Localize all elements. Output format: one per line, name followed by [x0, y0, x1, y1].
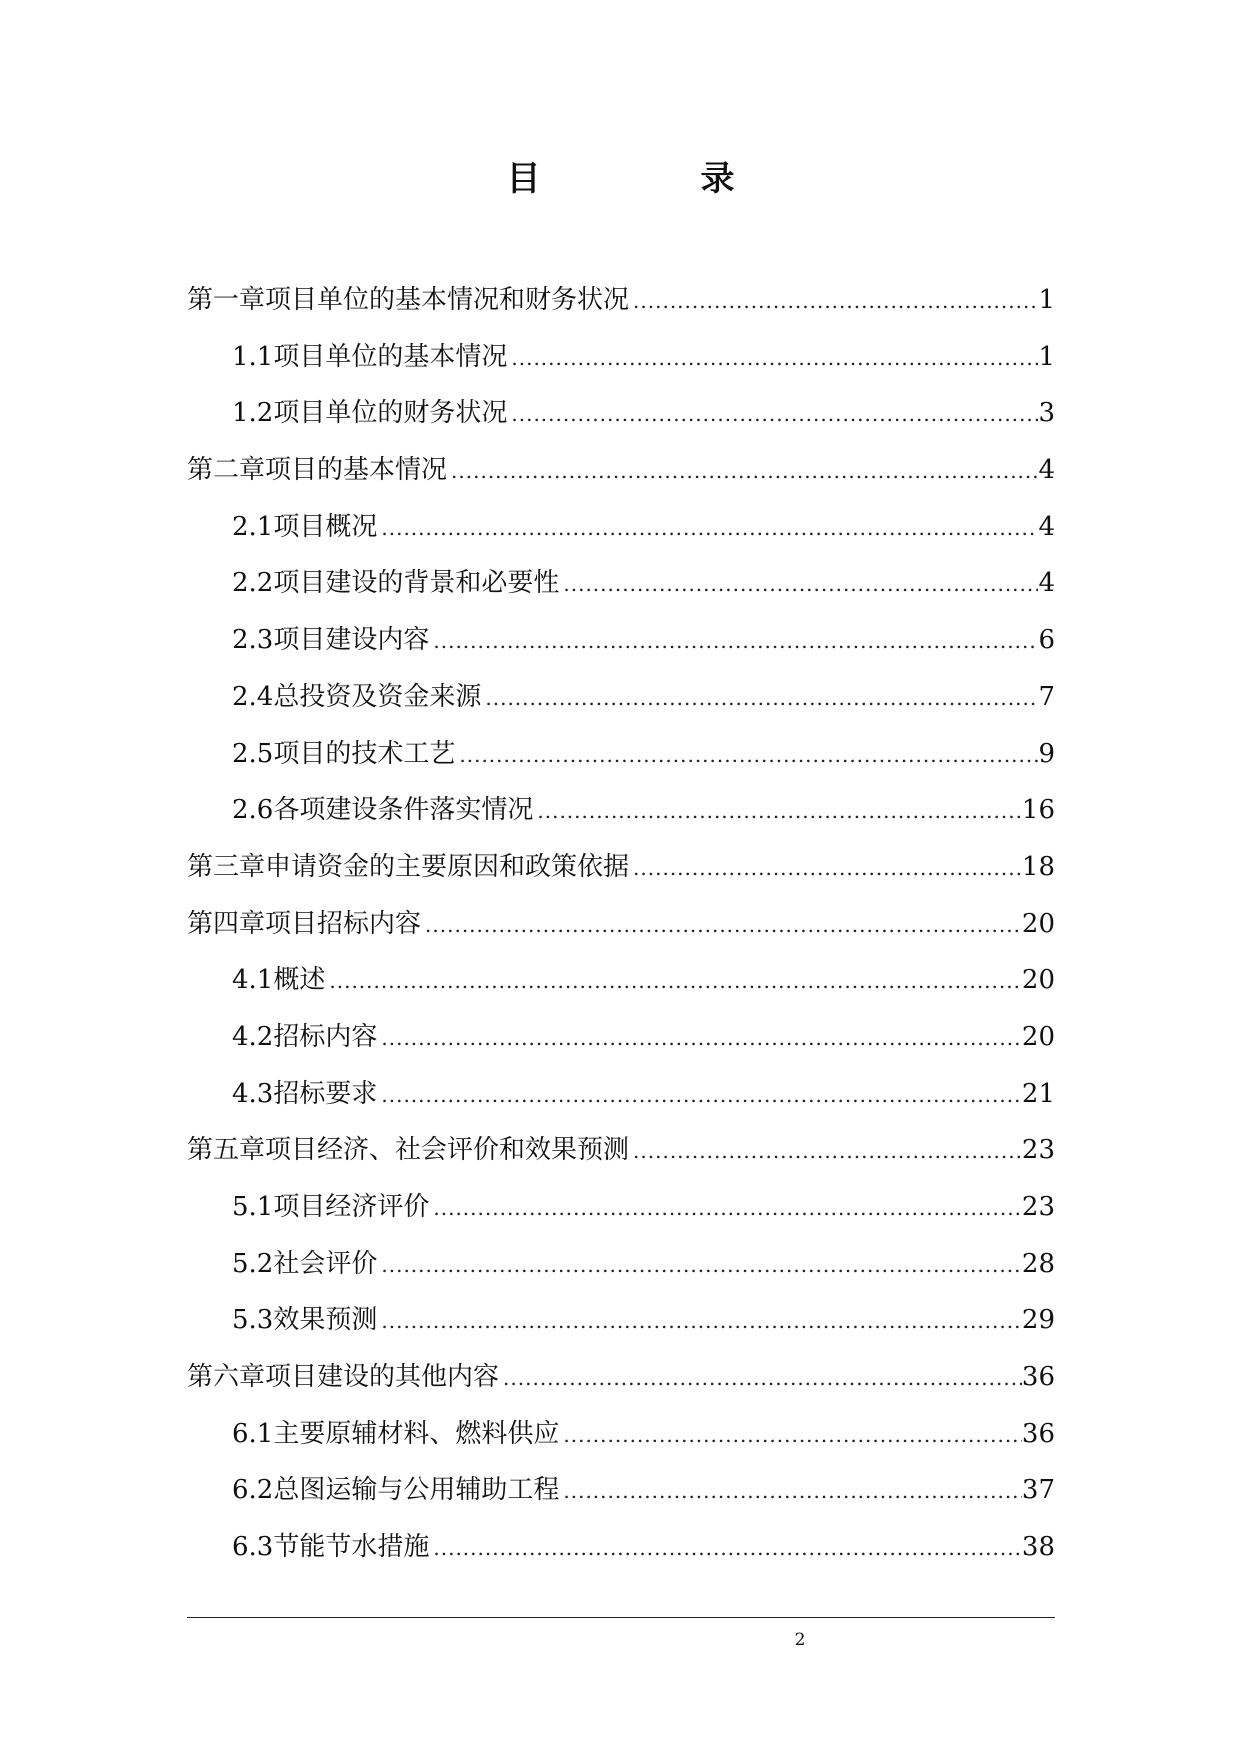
toc-entry-number: 5.1 — [232, 1192, 274, 1222]
toc-entry-number: 4.1 — [232, 965, 274, 996]
toc-chapter-entry[interactable] — [187, 896, 1055, 953]
toc-section-entry[interactable] — [187, 329, 1055, 386]
toc-entry-page: 3 — [1038, 398, 1055, 429]
toc-entry-label: 项目招标内容 — [265, 908, 422, 939]
toc-entry-label: 项目的基本情况 — [265, 455, 448, 486]
toc-entry-label: 项目的技术工艺 — [273, 738, 456, 769]
toc-section-entry[interactable] — [187, 555, 1055, 612]
toc-entry-label: 总投资及资金来源 — [273, 681, 482, 712]
toc-entry-number: 4.3 — [232, 1078, 274, 1109]
toc-dot-leader — [325, 953, 1022, 1010]
toc-dot-leader — [481, 670, 1038, 727]
toc-entry-number: 6.3 — [232, 1532, 274, 1563]
toc-entry-page: 29 — [1021, 1305, 1055, 1336]
toc-entry-page: 36 — [1021, 1418, 1055, 1449]
toc-entry-label: 社会评价 — [273, 1248, 378, 1279]
toc-section-entry[interactable] — [187, 782, 1055, 839]
table-of-contents — [187, 272, 1055, 1576]
toc-dot-leader — [629, 273, 1038, 330]
toc-entry-page: 4 — [1038, 455, 1055, 486]
toc-entry-number: 第二章 — [187, 455, 266, 486]
toc-entry-label: 项目经济评价 — [273, 1192, 430, 1222]
toc-entry-label: 效果预测 — [273, 1305, 378, 1336]
toc-section-entry[interactable] — [187, 499, 1055, 556]
toc-dot-leader — [507, 386, 1038, 443]
toc-entry-page: 20 — [1021, 965, 1055, 996]
toc-dot-leader — [559, 1463, 1022, 1520]
toc-dot-leader — [377, 1237, 1022, 1294]
toc-entry-number: 第六章 — [187, 1362, 266, 1393]
toc-entry-page: 1 — [1038, 341, 1055, 372]
toc-entry-number: 5.3 — [232, 1305, 274, 1336]
toc-dot-leader — [429, 1520, 1022, 1577]
toc-dot-leader — [455, 727, 1038, 784]
toc-entry-label: 主要原辅材料、燃料供应 — [273, 1418, 560, 1449]
toc-chapter-entry[interactable] — [187, 272, 1055, 329]
toc-dot-leader — [429, 613, 1038, 670]
toc-entry-label: 项目经济、社会评价和效果预测 — [265, 1135, 630, 1166]
toc-entry-page: 1 — [1038, 285, 1055, 315]
toc-section-entry[interactable] — [187, 952, 1055, 1009]
toc-entry-number: 第三章 — [187, 851, 266, 882]
toc-entry-page: 9 — [1038, 738, 1055, 769]
toc-entry-page: 4 — [1038, 511, 1055, 542]
toc-chapter-entry[interactable] — [187, 442, 1055, 499]
toc-entry-number: 1.2 — [232, 398, 274, 429]
footer-rule — [187, 1617, 1055, 1618]
toc-entry-page: 20 — [1021, 1021, 1055, 1052]
toc-dot-leader — [421, 897, 1022, 954]
toc-entry-number: 1.1 — [232, 341, 274, 372]
toc-entry-label: 项目单位的基本情况 — [273, 341, 508, 372]
footer-page-number: 2 — [794, 1630, 806, 1650]
toc-section-entry[interactable] — [187, 1406, 1055, 1463]
toc-entry-label: 项目建设的背景和必要性 — [273, 568, 560, 599]
toc-chapter-entry[interactable] — [187, 1122, 1055, 1179]
toc-entry-page: 20 — [1021, 908, 1055, 939]
toc-entry-label: 各项建设条件落实情况 — [273, 795, 534, 826]
toc-section-entry[interactable] — [187, 669, 1055, 726]
toc-entry-label: 项目概况 — [273, 511, 378, 542]
toc-entry-page: 7 — [1038, 681, 1055, 712]
toc-entry-page: 23 — [1021, 1135, 1055, 1166]
toc-entry-page: 4 — [1038, 568, 1055, 599]
toc-section-entry[interactable] — [187, 612, 1055, 669]
toc-dot-leader — [447, 443, 1038, 500]
toc-dot-leader — [377, 500, 1038, 557]
toc-title-left: 目 — [506, 158, 541, 199]
toc-section-entry[interactable] — [187, 1236, 1055, 1293]
toc-entry-label: 概述 — [273, 965, 326, 996]
toc-entry-number: 2.5 — [232, 738, 274, 769]
toc-dot-leader — [533, 783, 1022, 840]
toc-title — [0, 150, 1241, 200]
toc-section-entry[interactable] — [187, 385, 1055, 442]
toc-section-entry[interactable] — [187, 1179, 1055, 1236]
toc-entry-page: 36 — [1021, 1362, 1055, 1393]
toc-entry-number: 第四章 — [187, 908, 266, 939]
toc-entry-page: 6 — [1038, 625, 1055, 656]
toc-dot-leader — [507, 330, 1038, 387]
toc-dot-leader — [629, 840, 1022, 897]
toc-section-entry[interactable] — [187, 1009, 1055, 1066]
toc-entry-label: 招标内容 — [273, 1021, 378, 1052]
toc-section-entry[interactable] — [187, 1292, 1055, 1349]
toc-entry-number: 2.6 — [232, 795, 274, 826]
toc-entry-label: 项目建设的其他内容 — [265, 1362, 500, 1393]
toc-entry-number: 2.2 — [232, 568, 274, 599]
toc-dot-leader — [559, 556, 1038, 613]
toc-dot-leader — [429, 1180, 1022, 1237]
toc-entry-label: 项目单位的财务状况 — [273, 398, 508, 429]
toc-entry-page: 18 — [1021, 851, 1055, 882]
toc-entry-label: 申请资金的主要原因和政策依据 — [265, 851, 630, 882]
toc-section-entry[interactable] — [187, 1462, 1055, 1519]
toc-entry-page: 21 — [1021, 1078, 1055, 1109]
toc-entry-number: 2.4 — [232, 681, 274, 712]
toc-entry-label: 项目单位的基本情况和财务状况 — [265, 285, 630, 315]
toc-entry-label: 项目建设内容 — [273, 625, 430, 656]
toc-entry-number: 2.3 — [232, 625, 274, 656]
toc-entry-number: 5.2 — [232, 1248, 274, 1279]
toc-dot-leader — [377, 1010, 1022, 1067]
toc-entry-page: 23 — [1021, 1192, 1055, 1222]
toc-dot-leader — [377, 1293, 1022, 1350]
toc-section-entry[interactable] — [187, 1066, 1055, 1123]
toc-entry-page: 16 — [1021, 795, 1055, 826]
toc-entry-number: 第一章 — [187, 285, 266, 315]
toc-entry-page: 28 — [1021, 1248, 1055, 1279]
toc-entry-label: 招标要求 — [273, 1078, 378, 1109]
toc-dot-leader — [629, 1123, 1022, 1180]
toc-entry-label: 总图运输与公用辅助工程 — [273, 1475, 560, 1506]
toc-dot-leader — [499, 1350, 1022, 1407]
toc-entry-page: 37 — [1021, 1475, 1055, 1506]
toc-entry-number: 4.2 — [232, 1021, 274, 1052]
toc-entry-label: 节能节水措施 — [273, 1532, 430, 1563]
toc-entry-page: 38 — [1021, 1532, 1055, 1563]
toc-dot-leader — [377, 1067, 1022, 1124]
toc-entry-number: 6.1 — [232, 1418, 274, 1449]
toc-section-entry[interactable] — [187, 1519, 1055, 1576]
toc-dot-leader — [559, 1407, 1022, 1464]
toc-chapter-entry[interactable] — [187, 839, 1055, 896]
toc-entry-number: 2.1 — [232, 511, 274, 542]
toc-entry-number: 第五章 — [187, 1135, 266, 1166]
toc-entry-number: 6.2 — [232, 1475, 274, 1506]
toc-title-right: 录 — [700, 158, 735, 199]
toc-chapter-entry[interactable] — [187, 1349, 1055, 1406]
toc-section-entry[interactable] — [187, 726, 1055, 783]
